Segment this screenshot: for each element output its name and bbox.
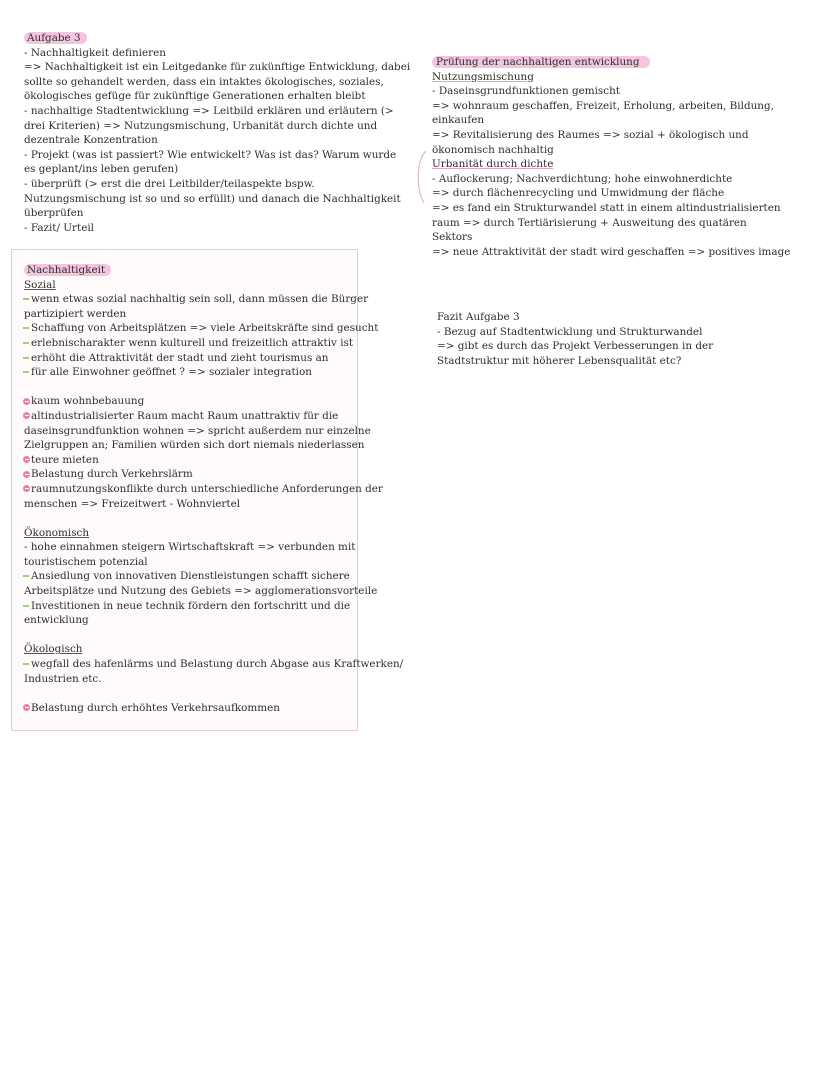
list-item: Industrien etc. [24, 672, 102, 685]
aufgabe-line: - Nachhaltigkeit definieren [24, 46, 166, 59]
plus-mark-icon [23, 575, 29, 577]
list-item: wenn etwas sozial nachhaltig sein soll, dann müssen die Bürger [24, 292, 354, 307]
list-item: Investitionen in neue technik fördern den fortschritt und die [24, 599, 354, 614]
pruefung-line: => Revitalisierung des Raumes => sozial + ökologisch und [432, 128, 749, 141]
list-item: teure mieten [24, 453, 354, 468]
aufgabe-line: es geplant/ins leben gerufen) [24, 163, 179, 176]
oekologisch-heading: Ökologisch [24, 643, 83, 656]
pruefung-line: => durch flächenrecycling und Umwidmung der fläche [432, 187, 725, 200]
list-item: menschen => Freizeitwert - Wohnviertel [24, 497, 241, 510]
nutzungsmischung-heading: Nutzungsmischung [432, 70, 534, 83]
pruefung-line: - Daseinsgrundfunktionen gemischt [432, 85, 620, 98]
aufgabe-line: Nutzungsmischung ist so und so erfüllt) und danach die Nachhaltigkeit [24, 192, 401, 205]
fazit-title: Fazit Aufgabe 3 [437, 311, 520, 323]
list-item: erhöht die Attraktivität der stadt und zieht tourismus an [24, 351, 354, 366]
plus-mark-icon [23, 298, 29, 300]
aufgabe-line: ökologisches gefüge für zukünftige Generationen erhalten bleibt [24, 90, 366, 103]
pruefung-line: raum => durch Tertiärisierung + Ausweitung des quatären [432, 216, 747, 229]
pruefung-section [432, 55, 791, 259]
pruefung-line: => wohnraum geschaffen, Freizeit, Erholung, arbeiten, Bildung, [432, 99, 774, 112]
minus-mark-icon [23, 456, 30, 463]
pruefung-line: einkaufen [432, 114, 485, 127]
pruefung-line: - Auflockerung; Nachverdichtung; hohe einwohnerdichte [432, 172, 733, 185]
aufgabe-line: - Projekt (was ist passiert? Wie entwickelt? Was ist das? Warum wurde [24, 148, 397, 161]
pruefung-line: => es fand ein Strukturwandel statt in einem altindustrialisierten [432, 201, 781, 214]
list-item: Zielgruppen an; Familien würden sich dort niemals niederlassen [24, 439, 365, 452]
pruefung-line: => neue Attraktivität der stadt wird geschaffen => positives image [432, 245, 791, 258]
aufgabe-line: - nachhaltige Stadtentwicklung => Leitbild erklären und erläutern (> [24, 104, 394, 117]
list-item: wegfall des hafenlärms und Belastung durch Abgase aus Kraftwerken/ [24, 657, 354, 672]
list-item: entwicklung [24, 614, 89, 627]
list-item: erlebnischarakter wenn kulturell und freizeitlich attraktiv ist [24, 336, 354, 351]
pruefung-title: Prüfung der nachhaltigen entwicklung [432, 56, 650, 68]
plus-mark-icon [23, 357, 29, 359]
list-item: Belastung durch Verkehrslärm [24, 467, 354, 482]
list-item: altindustrialisierter Raum macht Raum unattraktiv für die [24, 409, 354, 424]
aufgabe-line: => Nachhaltigkeit ist ein Leitgedanke für zukünftige Entwicklung, dabei [24, 61, 411, 74]
minus-mark-icon [23, 471, 30, 478]
fazit-section [437, 310, 737, 368]
fazit-line: - Bezug auf Stadtentwicklung und Strukturwandel [437, 325, 703, 338]
minus-mark-icon [23, 398, 30, 405]
fazit-line: Stadtstruktur mit höherer Lebensqualität etc? [437, 354, 682, 367]
oekonomisch-heading: Ökonomisch [24, 526, 90, 539]
nachhaltigkeit-box [11, 249, 404, 731]
sozial-heading: Sozial [24, 278, 56, 291]
aufgabe-3-section [24, 31, 411, 235]
aufgabe-line: - Fazit/ Urteil [24, 221, 94, 234]
nachhaltigkeit-title: Nachhaltigkeit [24, 264, 111, 276]
list-item: - hohe einnahmen steigern Wirtschaftskraft => verbunden mit [24, 541, 356, 554]
plus-mark-icon [23, 605, 29, 607]
list-item: raumnutzungskonflikte durch unterschiedliche Anforderungen der [24, 482, 354, 497]
plus-mark-icon [23, 342, 29, 344]
minus-mark-icon [23, 412, 30, 419]
aufgabe-line: sollte so gehandelt werden, dass ein intaktes ökologisches, soziales, [24, 75, 384, 88]
minus-mark-icon [23, 485, 30, 492]
list-item: Belastung durch erhöhtes Verkehrsaufkommen [24, 701, 354, 716]
pruefung-line: ökonomisch nachhaltig [432, 143, 554, 156]
list-item: touristischem potenzial [24, 555, 148, 568]
plus-mark-icon [23, 327, 29, 329]
minus-mark-icon [23, 704, 30, 711]
bracket-icon [414, 150, 428, 204]
fazit-line: => gibt es durch das Projekt Verbesserungen in der [437, 340, 714, 353]
aufgabe-line: - überprüft (> erst die drei Leitbilder/teilaspekte bspw. [24, 177, 315, 190]
plus-mark-icon [23, 663, 29, 665]
list-item: kaum wohnbebauung [24, 394, 354, 409]
plus-mark-icon [23, 371, 29, 373]
aufgabe-line: drei Kriterien) => Nutzungsmischung, Urbanität durch dichte und [24, 119, 378, 132]
list-item: Ansiedlung von innovativen Dienstleistungen schafft sichere [24, 569, 354, 584]
pruefung-line: Sektors [432, 231, 473, 244]
urbanitaet-heading: Urbanität durch dichte [432, 158, 554, 171]
aufgabe-line: dezentrale Konzentration [24, 134, 158, 147]
aufgabe-3-title: Aufgabe 3 [24, 32, 87, 44]
list-item: daseinsgrundfunktion wohnen => spricht außerdem nur einzelne [24, 424, 371, 437]
aufgabe-line: überprüfen [24, 207, 84, 220]
list-item: für alle Einwohner geöffnet ? => sozialer integration [24, 365, 354, 380]
list-item: partizipiert werden [24, 307, 127, 320]
list-item: Schaffung von Arbeitsplätzen => viele Arbeitskräfte sind gesucht [24, 321, 354, 336]
list-item: Arbeitsplätze und Nutzung des Gebiets => agglomerationsvorteile [24, 585, 378, 598]
